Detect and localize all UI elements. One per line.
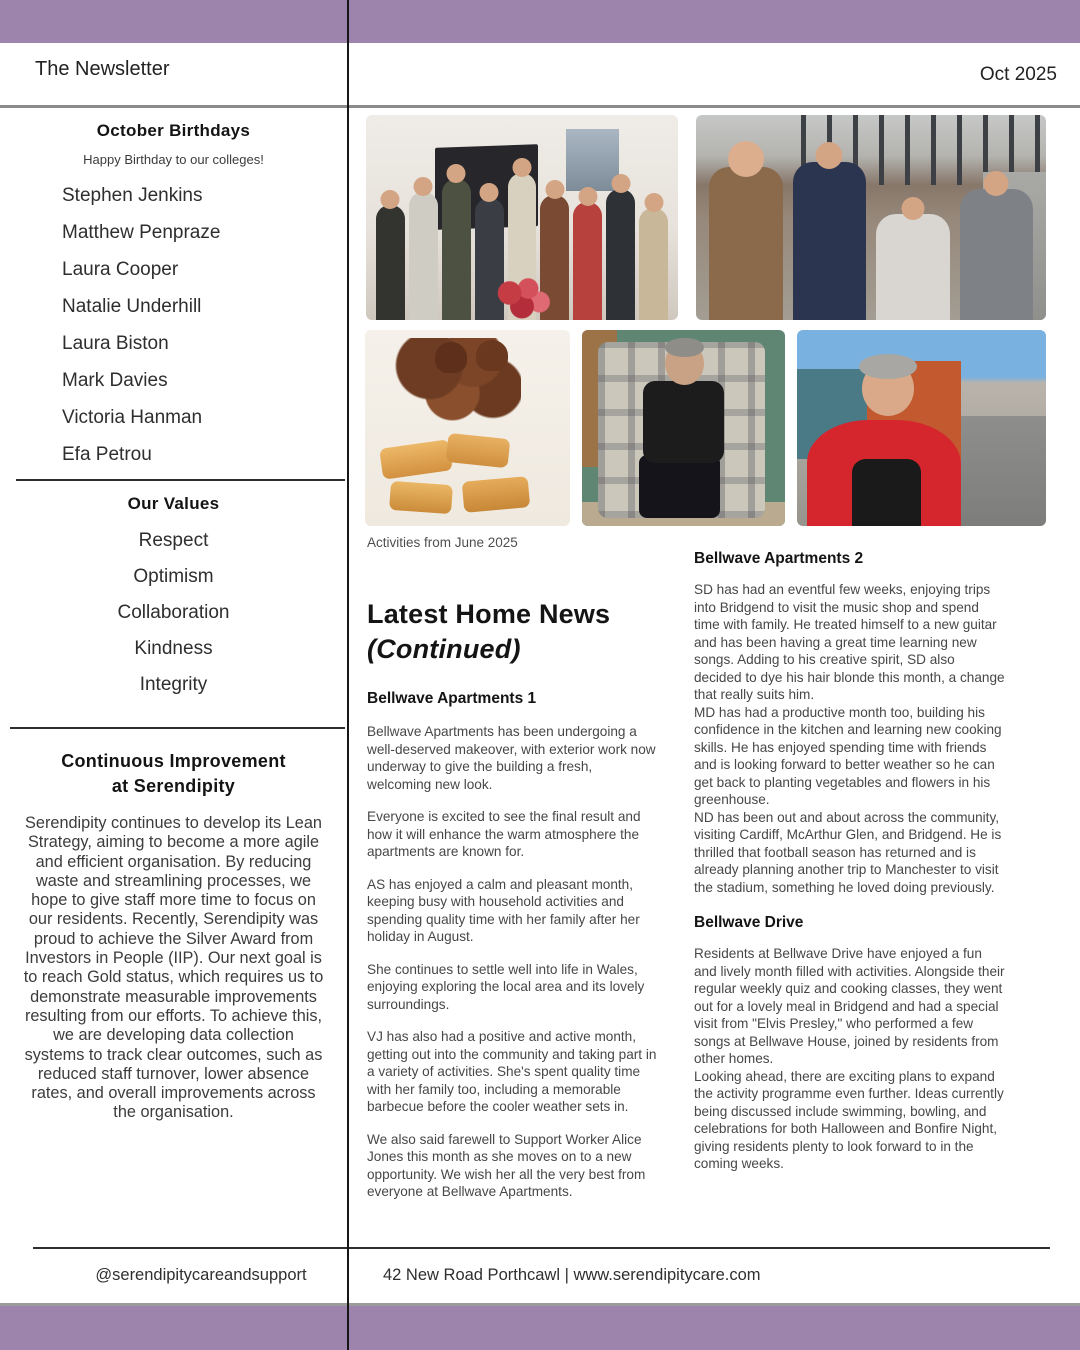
pastry-shape	[446, 433, 510, 469]
person-silhouette	[643, 381, 724, 463]
news-column-right	[694, 550, 1005, 1173]
photo-baked-treats	[365, 330, 570, 526]
social-handle: @serendipitycareandsupport	[95, 1266, 307, 1284]
improvement-heading	[0, 749, 347, 799]
pastry-shape	[389, 481, 452, 515]
birthdays-heading: October Birthdays	[96, 121, 251, 140]
person-silhouette	[639, 455, 720, 518]
news-headline	[367, 597, 660, 667]
person-silhouette	[665, 338, 704, 358]
value-item: Optimism	[133, 566, 214, 587]
news-paragraph: Residents at Bellwave Drive have enjoyed a fun and lively month filled with activities. Alongside their regular weekly quiz and cooking classes, they went out for a lovely meal in Bridgend and had a special visit from "Elvis Presley," who performed a few songs at Bellwave House, joined by residents from other homes.	[694, 946, 1005, 1066]
pastry-shape	[462, 476, 530, 513]
birthday-name: Matthew Penpraze	[62, 222, 221, 243]
road-shape	[961, 416, 1046, 526]
sidebar-divider	[10, 727, 345, 729]
news-paragraph: Bellwave Apartments has been undergoing a well-deserved makeover, with exterior work now underway to give the building a fresh, welcoming new look.	[367, 724, 656, 792]
muffin-shape	[476, 340, 509, 371]
news-paragraph: MD has had a productive month too, building his confidence in the kitchen and learning new cooking skills. He has enjoyed spending time with friends and is looking forward to better weather so he can get back to planting vegetables and flowers in his greenhouse.	[694, 704, 1002, 807]
news-paragraph: Looking ahead, there are exciting plans to expand the activity programme even further. Ideas currently being discussed include swimming, bowling, and celebrations for both Halloween and Bonfire Night, giving residents plenty to look forward to in the coming weeks.	[694, 1068, 1004, 1171]
birthday-name: Natalie Underhill	[62, 296, 202, 317]
value-item: Collaboration	[117, 602, 230, 623]
newsletter-title: The Newsletter	[35, 58, 170, 80]
photo-outdoor-group-selfie	[696, 115, 1046, 320]
news-headline-line1: Latest Home News	[367, 599, 611, 629]
birthdays-subtitle: Happy Birthday to our colleges!	[83, 152, 264, 167]
improvement-heading-line2: at Serendipity	[111, 776, 236, 796]
sidebar	[0, 108, 347, 1123]
improvement-heading-line1: Continuous Improvement	[61, 751, 286, 771]
birthday-name: Efa Petrou	[62, 444, 152, 465]
birthday-name: Stephen Jenkins	[62, 185, 203, 206]
news-paragraph: Everyone is excited to see the final result and how it will enhance the warm atmosphere the apartments are known for.	[367, 809, 641, 859]
section-heading-bellwave-apartments-2: Bellwave Apartments 2	[694, 550, 864, 567]
top-accent-bar	[0, 0, 1080, 43]
issue-date: Oct 2025	[979, 64, 1057, 85]
values-heading: Our Values	[127, 494, 220, 513]
value-item: Kindness	[134, 638, 213, 659]
section-heading-bellwave-drive: Bellwave Drive	[694, 914, 804, 931]
photo-elvis-party-group	[366, 115, 678, 320]
news-paragraph: We also said farewell to Support Worker Alice Jones this month as she moves on to a new opportunity. We wish her all the very best from everyone at Bellwave Apartments.	[367, 1131, 646, 1199]
news-column-left	[367, 597, 660, 1201]
birthday-name: Mark Davies	[62, 370, 168, 391]
person-silhouette	[852, 459, 922, 526]
bottom-accent-bar	[0, 1306, 1080, 1350]
news-paragraph: She continues to settle well into life in Wales, enjoying exploring the local area and its lovely surroundings.	[367, 961, 645, 1012]
birthday-name: Victoria Hanman	[62, 407, 203, 428]
pastry-shape	[380, 439, 453, 480]
address-and-website: 42 New Road Porthcawl | www.serendipitycare.com	[383, 1266, 761, 1284]
birthdays-list	[0, 177, 347, 473]
sidebar-divider	[16, 479, 345, 481]
photo-resident-armchair	[582, 330, 785, 526]
photo-resident-red-hoodie-street	[797, 330, 1046, 526]
people-silhouettes	[696, 160, 1046, 320]
column-divider-line	[347, 0, 349, 1350]
person-silhouette	[859, 354, 916, 379]
news-headline-line2: (Continued)	[367, 634, 521, 664]
value-item: Integrity	[139, 674, 208, 695]
news-paragraph: ND has been out and about across the community, visiting Cardiff, McArthur Glen, and Bridgend. He is thrilled that football season has returned and is already planning another trip to Manchester to visit the stadium, something he loved doing previously.	[694, 809, 1002, 895]
news-paragraph: SD has had an eventful few weeks, enjoying trips into Bridgend to visit the music shop and spend time with family. He treated himself to a new guitar and has been having a great time learning new songs. Adding to his creative spirit, SD also decided to dye his hair blonde this month, a change that really suits him.	[694, 582, 1005, 702]
section-heading-bellwave-apartments-1: Bellwave Apartments 1	[367, 690, 537, 707]
value-item: Respect	[138, 530, 209, 551]
improvement-body: Serendipity continues to develop its Lean Strategy, aiming to become a more agile and efficient organisation. By reducing waste and streamlining processes, we hope to give staff more time to focus on our residents. Recently, Serendipity was proud to achieve the Silver Award from Investors in People (IIP). Our next goal is to reach Gold status, which requires us to demonstrate measurable improvements resulting from our efforts. To achieve this, we are developing data collection systems to track clear outcomes, such as reduced staff turnover, lower absence rates, and overall improvements across the organisation.	[23, 814, 324, 1122]
news-paragraph: VJ has also had a positive and active month, getting out into the community and taking part in a variety of activities. She's spent quality time with her family too, including a memorable barbecue before the cooler weather sets in.	[367, 1029, 657, 1114]
muffin-shape	[435, 342, 468, 373]
values-list	[0, 523, 347, 703]
photo-caption: Activities from June 2025	[367, 535, 518, 550]
news-paragraph: AS has enjoyed a calm and pleasant month, keeping busy with household activities and spending quality time with her family after her holiday in August.	[367, 876, 640, 944]
red-flowers-shape	[491, 275, 553, 320]
birthday-name: Laura Biston	[62, 333, 169, 354]
birthday-name: Laura Cooper	[62, 259, 179, 280]
footer-rule	[33, 1247, 1050, 1249]
